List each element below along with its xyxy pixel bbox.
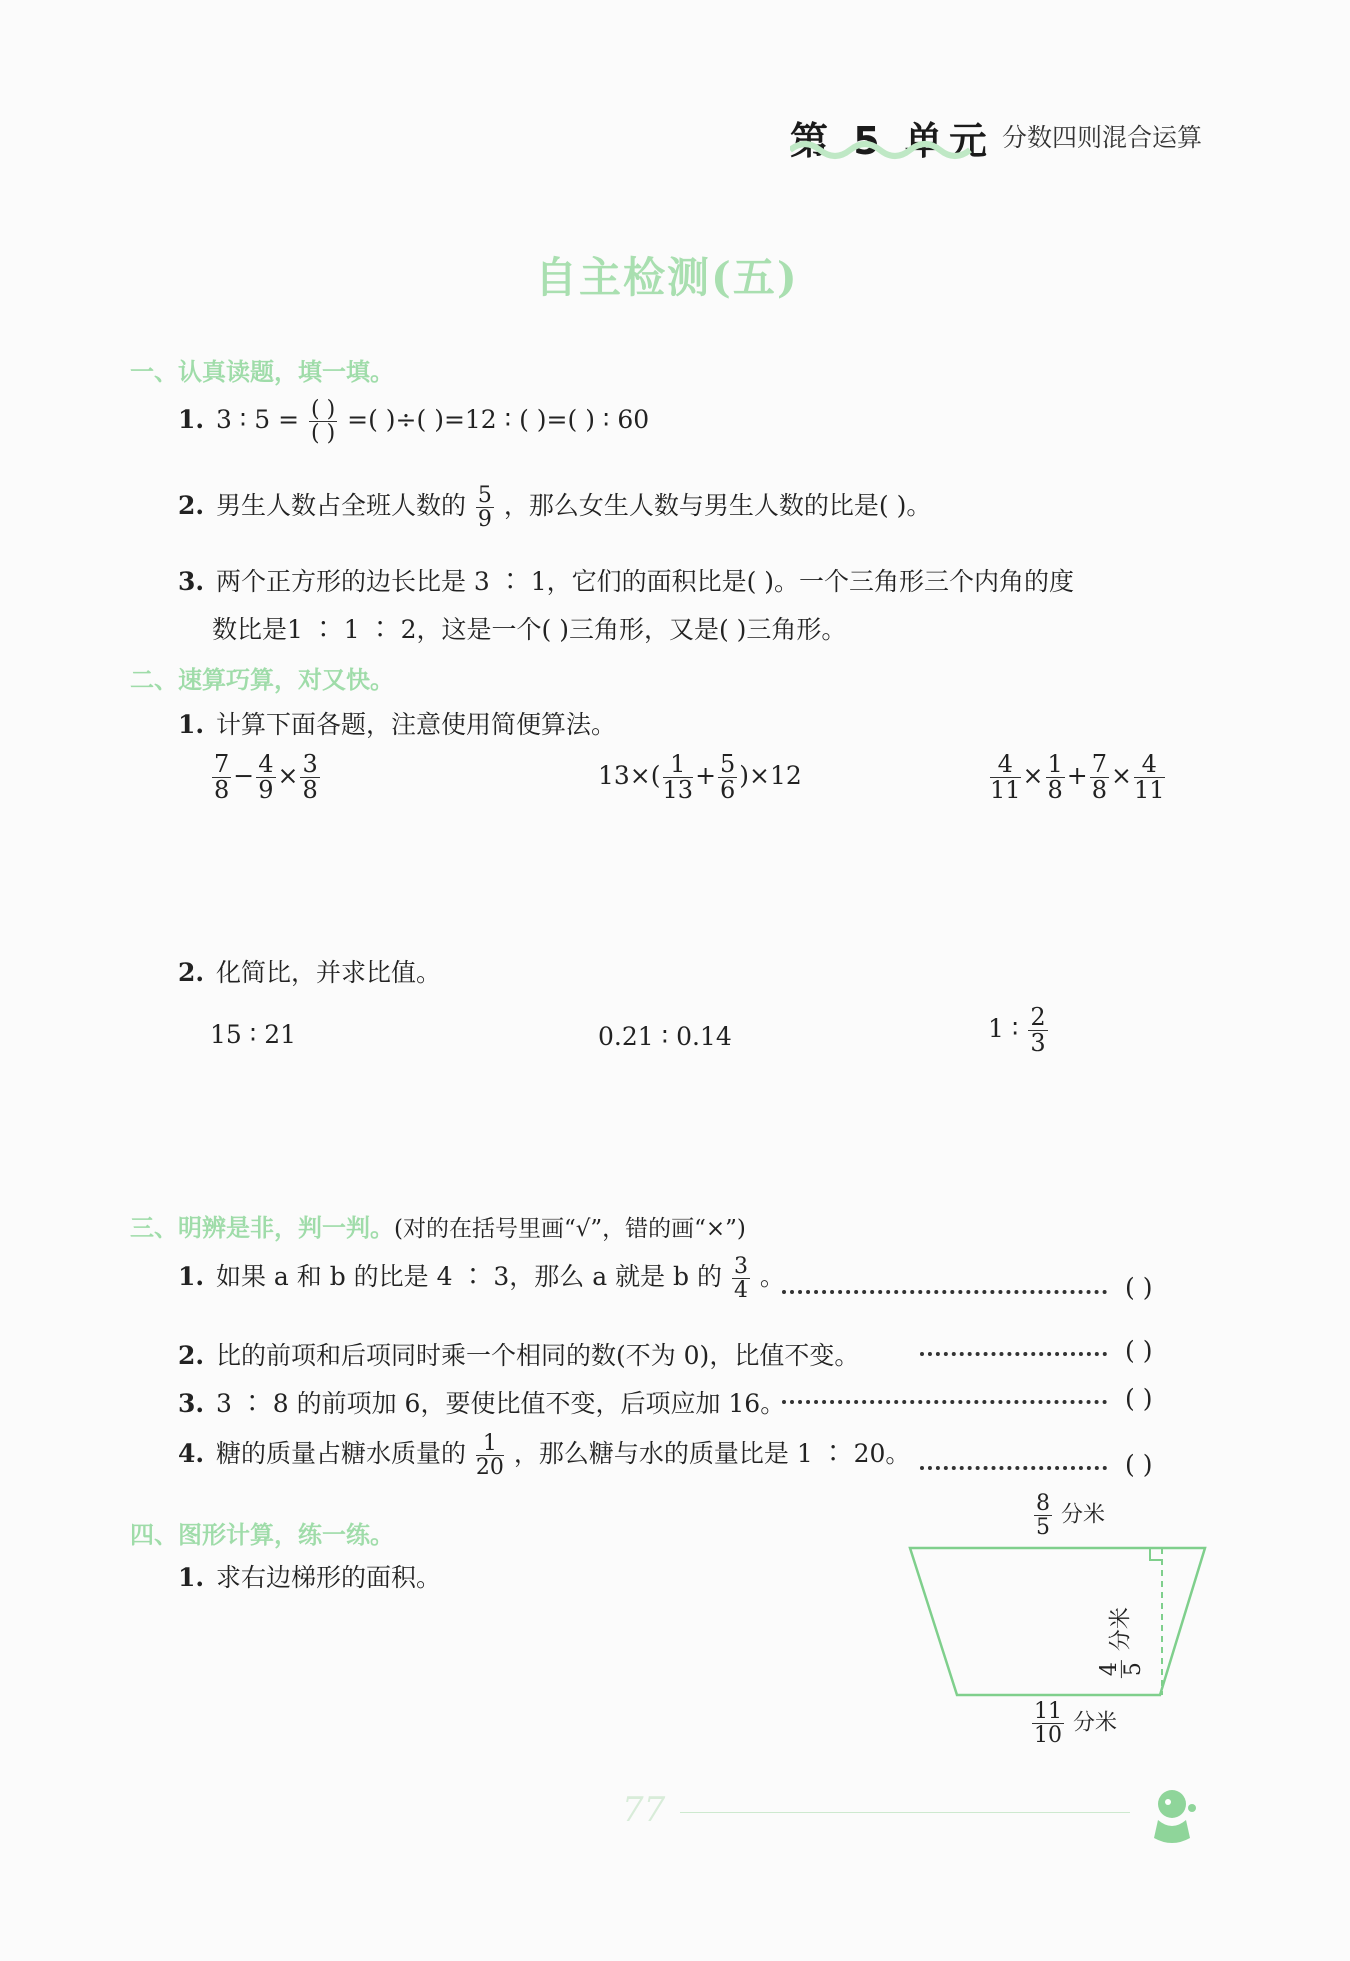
question-number: 4. bbox=[178, 1439, 205, 1469]
e2-a-den: 13 bbox=[662, 776, 694, 805]
judge-3-text: 3 ∶ 8 的前项加 6，要使比值不变，后项应加 16。 bbox=[215, 1389, 786, 1418]
e3-c-den: 8 bbox=[1091, 776, 1108, 805]
answer-paren-2[interactable]: ( ) bbox=[1125, 1336, 1153, 1365]
judge-item-1 bbox=[178, 1255, 785, 1302]
e1-op2: × bbox=[277, 761, 299, 791]
e3-d-den: 11 bbox=[1133, 776, 1165, 805]
s2-q2-text: 化简比，并求比值。 bbox=[215, 958, 441, 987]
e1-a-den: 8 bbox=[214, 776, 230, 805]
footer-rule bbox=[680, 1812, 1130, 1813]
e2-a-num: 1 bbox=[663, 752, 694, 778]
e1-c-num: 3 bbox=[302, 750, 318, 778]
unit-title: 第 5 单元 bbox=[790, 119, 993, 163]
q1-prefix: 3 ∶ 5 = bbox=[215, 405, 300, 435]
question-number: 1. bbox=[178, 405, 205, 435]
judge-1-frac-den: 4 bbox=[733, 1278, 748, 1304]
e3-b-den: 8 bbox=[1047, 776, 1063, 805]
bottom-base-den: 10 bbox=[1034, 1723, 1062, 1749]
section-4-title: 四、图形计算，练一练。 bbox=[130, 1521, 394, 1549]
q2-frac-den: 9 bbox=[477, 507, 492, 533]
judge-item-3 bbox=[178, 1384, 785, 1420]
ratio-3-den: 3 bbox=[1030, 1029, 1046, 1058]
top-base-label bbox=[1032, 1492, 1105, 1539]
judge-4-frac-num: 1 bbox=[476, 1432, 504, 1456]
judge-item-2 bbox=[178, 1336, 859, 1372]
e2-b-den: 6 bbox=[720, 776, 736, 805]
expression-2 bbox=[598, 752, 802, 803]
answer-paren-3[interactable]: ( ) bbox=[1125, 1384, 1153, 1413]
judge-1-frac-num: 3 bbox=[733, 1254, 748, 1279]
e3-op3: × bbox=[1111, 761, 1132, 791]
height-num: 4 bbox=[1096, 1662, 1122, 1677]
top-base-num: 8 bbox=[1036, 1491, 1050, 1516]
mascot-icon bbox=[1140, 1780, 1210, 1850]
e1-b-num: 4 bbox=[258, 750, 274, 778]
s4-question-1 bbox=[178, 1558, 441, 1594]
s1-question-3-line1 bbox=[178, 562, 1074, 598]
e1-c-den: 8 bbox=[302, 776, 318, 805]
e2-pre: 13×( bbox=[598, 761, 661, 791]
judge-4-text-a: 糖的质量占糖水质量的 bbox=[215, 1439, 466, 1469]
leader-dots bbox=[782, 1400, 1107, 1404]
ratio-3 bbox=[988, 1005, 1050, 1056]
s4-q1-text: 求右边梯形的面积。 bbox=[215, 1563, 441, 1592]
e2-b-num: 5 bbox=[720, 750, 736, 778]
section-3-note: (对的在括号里画“√”，错的画“×”) bbox=[394, 1216, 746, 1242]
bottom-base-num: 11 bbox=[1034, 1699, 1062, 1724]
ratio-2: 0.21 ∶ 0.14 bbox=[598, 1022, 732, 1051]
q2-text-b: ，那么女生人数与男生人数的比是( )。 bbox=[503, 491, 932, 521]
question-number: 2. bbox=[178, 1341, 205, 1370]
height-label bbox=[1098, 1607, 1145, 1680]
trapezoid-shape bbox=[910, 1548, 1205, 1695]
e3-op2: + bbox=[1066, 761, 1088, 791]
question-number: 1. bbox=[178, 1262, 205, 1292]
page-number: 77 bbox=[622, 1790, 666, 1830]
q2-text-a: 男生人数占全班人数的 bbox=[215, 491, 466, 521]
question-number: 2. bbox=[178, 491, 205, 521]
e1-op1: − bbox=[233, 761, 255, 791]
top-base-unit: 分米 bbox=[1061, 1502, 1106, 1528]
expression-1 bbox=[210, 752, 322, 803]
q2-fraction bbox=[476, 484, 494, 531]
q1-fraction bbox=[309, 398, 337, 445]
height-den: 5 bbox=[1121, 1662, 1147, 1677]
s1-question-2 bbox=[178, 484, 931, 531]
e1-b-den: 9 bbox=[258, 776, 274, 805]
top-base-den: 5 bbox=[1036, 1515, 1050, 1541]
section-2-title: 二、速算巧算，对又快。 bbox=[130, 666, 394, 694]
judge-2-text: 比的前项和后项同时乘一个相同的数(不为 0)，比值不变。 bbox=[215, 1341, 860, 1370]
leader-dots bbox=[920, 1466, 1107, 1470]
judge-4-text-b: ，那么糖与水的质量比是 1 ∶ 20。 bbox=[513, 1439, 911, 1469]
e3-a-num: 4 bbox=[990, 752, 1021, 778]
wave-decoration-icon bbox=[790, 140, 975, 160]
section-3-title bbox=[130, 1208, 746, 1243]
section-1-title: 一、认真读题，填一填。 bbox=[130, 358, 394, 386]
answer-paren-4[interactable]: ( ) bbox=[1125, 1450, 1153, 1479]
ratio-3-pre: 1 ∶ bbox=[988, 1014, 1019, 1044]
s2-question-1 bbox=[178, 705, 616, 741]
q1-rest: =( )÷( )=12 ∶ ( )=( ) ∶ 60 bbox=[347, 405, 650, 435]
e3-op1: × bbox=[1022, 761, 1044, 791]
ratio-1: 15 ∶ 21 bbox=[210, 1020, 297, 1049]
section-3-title-text: 三、明辨是非，判一判。 bbox=[130, 1214, 394, 1242]
expression-3 bbox=[988, 752, 1167, 803]
page-title: 自主检测(五) bbox=[535, 253, 799, 302]
bottom-base-unit: 分米 bbox=[1073, 1710, 1118, 1736]
e2-op1: + bbox=[695, 761, 717, 791]
question-number: 3. bbox=[178, 567, 205, 596]
q1-frac-den: ( ) bbox=[311, 421, 336, 447]
answer-paren-1[interactable]: ( ) bbox=[1125, 1273, 1153, 1302]
s1-question-1 bbox=[178, 398, 649, 445]
trapezoid-figure bbox=[905, 1540, 1210, 1700]
question-number: 3. bbox=[178, 1389, 205, 1418]
e3-c-num: 7 bbox=[1091, 750, 1108, 778]
height-unit: 分米 bbox=[1108, 1607, 1134, 1652]
judge-4-frac-den: 20 bbox=[475, 1455, 504, 1481]
q1-frac-num: ( ) bbox=[311, 397, 336, 422]
e3-b-num: 1 bbox=[1047, 750, 1063, 778]
e3-a-den: 11 bbox=[990, 776, 1021, 805]
q2-frac-num: 5 bbox=[477, 483, 492, 508]
e1-a-num: 7 bbox=[214, 750, 230, 778]
q3-line1: 两个正方形的边长比是 3 ∶ 1，它们的面积比是( )。一个三角形三个内角的度 bbox=[215, 567, 1075, 596]
e2-post: )×12 bbox=[739, 761, 802, 791]
leader-dots bbox=[920, 1352, 1107, 1356]
judge-1-text-a: 如果 a 和 b 的比是 4 ∶ 3，那么 a 就是 b 的 bbox=[215, 1262, 722, 1292]
judge-1-text-b: 。 bbox=[759, 1262, 785, 1292]
unit-subtitle: 分数四则混合运算 bbox=[1002, 123, 1203, 152]
s2-question-2 bbox=[178, 953, 441, 989]
e3-d-num: 4 bbox=[1134, 752, 1165, 778]
question-number: 1. bbox=[178, 1563, 205, 1592]
s2-q1-text: 计算下面各题，注意使用简便算法。 bbox=[215, 710, 616, 739]
ratio-3-num: 2 bbox=[1030, 1003, 1046, 1031]
question-number: 2. bbox=[178, 958, 205, 987]
leader-dots bbox=[782, 1290, 1107, 1294]
right-angle-mark bbox=[1150, 1548, 1162, 1560]
question-number: 1. bbox=[178, 710, 205, 739]
s1-question-3-line2: 数比是1 ∶ 1 ∶ 2，这是一个( )三角形，又是( )三角形。 bbox=[212, 615, 847, 644]
bottom-base-label bbox=[1030, 1700, 1117, 1747]
judge-item-4 bbox=[178, 1432, 910, 1479]
